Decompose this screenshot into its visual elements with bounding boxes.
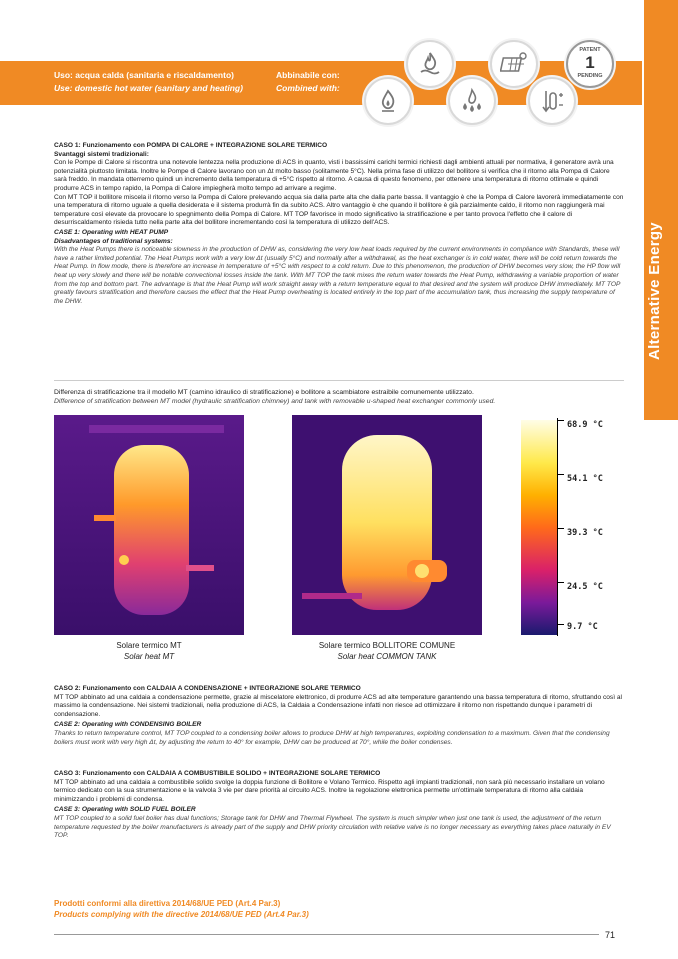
side-tab-title: Alternative Energy <box>646 222 663 360</box>
patent-line1: PATENT <box>579 47 601 53</box>
case2-title: CASO 2: Funzionamento con CALDAIA A CONDENSAZIONE + INTEGRAZIONE SOLARE TERMICO <box>54 685 361 692</box>
case2-en-paragraph: Thanks to return temperature control, MT TOP coupled to a condensing boiler allows to produce DHW at high temperatures, exploiting condensation to a maximum. Given that the condensing boilers must work with very high Δt, by adjusting the return to 40° for example, DHW can be produced at 70°, while the boiler condenses. <box>54 729 610 746</box>
temperature-scale-labels <box>557 418 608 636</box>
case1-paragraph-1: Con le Pompe di Calore si riscontra una notevole lentezza nella produzione di ACS in quanto, visti i bassissimi carichi termici richiesti dagli ambienti attuali per normativa, il generatore avrà una potenzialità piuttosto limitata. Inoltre le Pompe di Calore lavorano con un Δt molto basso (solitamente 5°C). Nella prima fase di utilizzo del bollitore si verifica che il ritorno alla Pompa di Calore sarà freddo. In mandata otterremo quindi un incremento della temperatura di +5°C rispetto al ritorno. A causa di questo fenomeno, per ottenere una temperatura di ritorno ottimale e quindi produrre ACS in tempo rapido, la Pompa di Calore impiegherà molto tempo ad arrivare a regime. <box>54 159 614 192</box>
case1-en-paragraph: With the Heat Pumps there is noticeable slowness in the production of DHW as, considering the very low heat loads required by the current environments in compliance with Standards, these will have a rather limited potential. The Heat Pumps work with a very low Δt (usually 5°C) and normally after a withdrawal, as the heat exchanger is in cold water, there will be cold return towards the Heat Pump. In flow mode, there is therefore an increase in temperature of +5°C with respect to a cold return. Due to this phenomenon, the production of DHW becomes very slow, the HP flow will heat up very slowly and there will be notable convectional losses inside the tank. With MT TOP the tank mixes the return water towards the Heat Pump, withdrawing a variable proportion of water from the top and bottom part. The advantage is that the Heat Pump will work straight away with a return temperature equal to that desired and the system will produce DHW immediately. MT TOP greatly favours stratification and therefore causes the effect that the Heat Pump overheating is located entirely in the top part of the accumulation tank, thus increasing the supply temperature of the DHW. <box>54 246 621 305</box>
solar-panel-icon <box>490 40 538 88</box>
caption-it: Differenza di stratificazione tra il modello MT (camino idraulico di stratificazione) e bollitore a scambiatore estraibile comunemente utilizzato. <box>54 389 474 396</box>
combined-label-en: Combined with: <box>276 83 340 93</box>
case1-en-subtitle: Disadvantages of traditional systems: <box>54 237 173 245</box>
case2-paragraph: MT TOP abbinato ad una caldaia a condensazione permette, grazie al miscelatore elettronico, di produrre ACS ad alte temperature garantendo una bassa temperatura di ritorno, sfruttando così al massimo la condensazione. Nei sistemi tradizionali, nella produzione di ACS, la Caldaia a Condensazione infatti non riesce ad ottimizzare il ritorno non rispettando dunque i parametri di condensazione. <box>54 693 623 718</box>
case3-section <box>54 770 624 841</box>
footer-directive-it: Prodotti conformi alla direttiva 2014/68/UE PED (Art.4 Par.3) <box>54 899 281 908</box>
scale-label-39: 39.3 °C <box>567 528 603 538</box>
thermal-image-common-tank <box>292 415 482 635</box>
combined-label-it: Abbinabile con: <box>276 70 340 80</box>
divider <box>54 380 624 381</box>
case1-subtitle: Svantaggi sistemi tradizionali: <box>54 150 149 158</box>
case3-en-title: CASE 3: Operating with SOLID FUEL BOILER <box>54 806 196 814</box>
patent-number: 1 <box>585 53 595 72</box>
scale-label-54: 54.1 °C <box>567 474 603 484</box>
scale-label-9: 9.7 °C <box>567 622 598 632</box>
case2-section <box>54 685 624 747</box>
page-number: 71 <box>605 930 616 940</box>
scale-tick <box>558 420 564 421</box>
scale-tick <box>558 474 564 475</box>
use-label-en: Use: domestic hot water (sanitary and heating) <box>54 83 243 93</box>
right-caption-en: Solar heat COMMON TANK <box>337 652 437 661</box>
left-caption-it: Solare termico MT <box>116 641 182 650</box>
case3-paragraph: MT TOP abbinato ad una caldaia a combustibile solido svolge la doppia funzione di Bollitore e Volano Termico. Rispetto agli impianti tradizionali, non sarà più necessario installare un volano termico dedicato con la sua strumentazione e la valvola 3 vie per dare priorità al circuito ACS. Inoltre la regolazione elettronica permette un'ottimale temperatura di ritorno alla caldaia minimizzando i problemi di condensa. <box>54 778 605 803</box>
case1-en-title: CASE 1: Operating with HEAT PUMP <box>54 228 169 236</box>
case3-en-paragraph: MT TOP coupled to a solid fuel boiler has dual functions; Storage tank for DHW and Thermal Flywheel. The system is much simpler when just one tank is used, the adjustment of the return temperature requested by the boiler manufacturers is already part of the supply and DHW priority circulation with relative valve is no longer necessary as everything takes place naturally in EV TOP. <box>54 814 611 840</box>
scale-label-24: 24.5 °C <box>567 582 603 592</box>
scale-tick <box>558 528 564 529</box>
case2-en-title: CASE 2: Operating with CONDENSING BOILER <box>54 721 202 729</box>
patent-line2: PENDING <box>577 73 603 79</box>
temperature-scale-bar <box>521 420 557 635</box>
left-image-caption <box>54 640 244 662</box>
fire-drops-icon <box>448 77 496 125</box>
patent-badge <box>566 40 614 88</box>
scale-label-68: 68.9 °C <box>567 420 603 430</box>
use-label-it: Uso: acqua calda (sanitaria e riscaldamento) <box>54 70 234 80</box>
right-caption-it: Solare termico BOLLITORE COMUNE <box>318 641 456 650</box>
gas-flame-icon <box>364 77 412 125</box>
thermal-image-mt <box>54 415 244 635</box>
left-caption-en: Solar heat MT <box>123 652 175 661</box>
footer-rule <box>54 934 599 935</box>
stratification-caption <box>54 388 624 406</box>
case1-title: CASO 1: Funzionamento con POMPA DI CALORE + INTEGRAZIONE SOLARE TERMICO <box>54 142 328 149</box>
caption-en: Difference of stratification between MT model (hydraulic stratification chimney) and tank with removable u-shaped heat exchanger commonly used. <box>54 398 496 405</box>
heat-pump-icon <box>528 77 576 125</box>
side-tab <box>644 0 678 420</box>
scale-tick <box>558 582 564 583</box>
case1-section <box>54 142 624 306</box>
case1-paragraph-2: Con MT TOP il bollitore miscela il ritorno verso la Pompa di Calore prelevando acqua sia dalla parte alta che dalla parte bassa. Il vantaggio è che la Pompa di Calore lavorerà immediatamente con una temperatura di ritorno uguale a quella desiderata e il sistema produrrà fin da subito ACS. Altro vantaggio è che quando il bollitore è già parzialmente caldo, il ritorno non raggiungerà mai temperature così elevate da provocare lo spegnimento della Pompa di Calore. MT TOP favorisce in modo significativo la stratificazione e per tanto provoca l'effetto che il calore di desurriscaldamento risieda tutto nella parte alta del bollitore incrementando così la temperatura di utilizzo dell'ACS. <box>54 193 624 227</box>
fire-water-icon <box>406 40 454 88</box>
scale-tick <box>558 624 564 625</box>
footer-directive-en: Products complying with the directive 2014/68/UE PED (Art.4 Par.3) <box>54 910 309 919</box>
right-image-caption <box>292 640 482 662</box>
case3-title: CASO 3: Funzionamento con CALDAIA A COMBUSTIBILE SOLIDO + INTEGRAZIONE SOLARE TERMICO <box>54 770 381 777</box>
